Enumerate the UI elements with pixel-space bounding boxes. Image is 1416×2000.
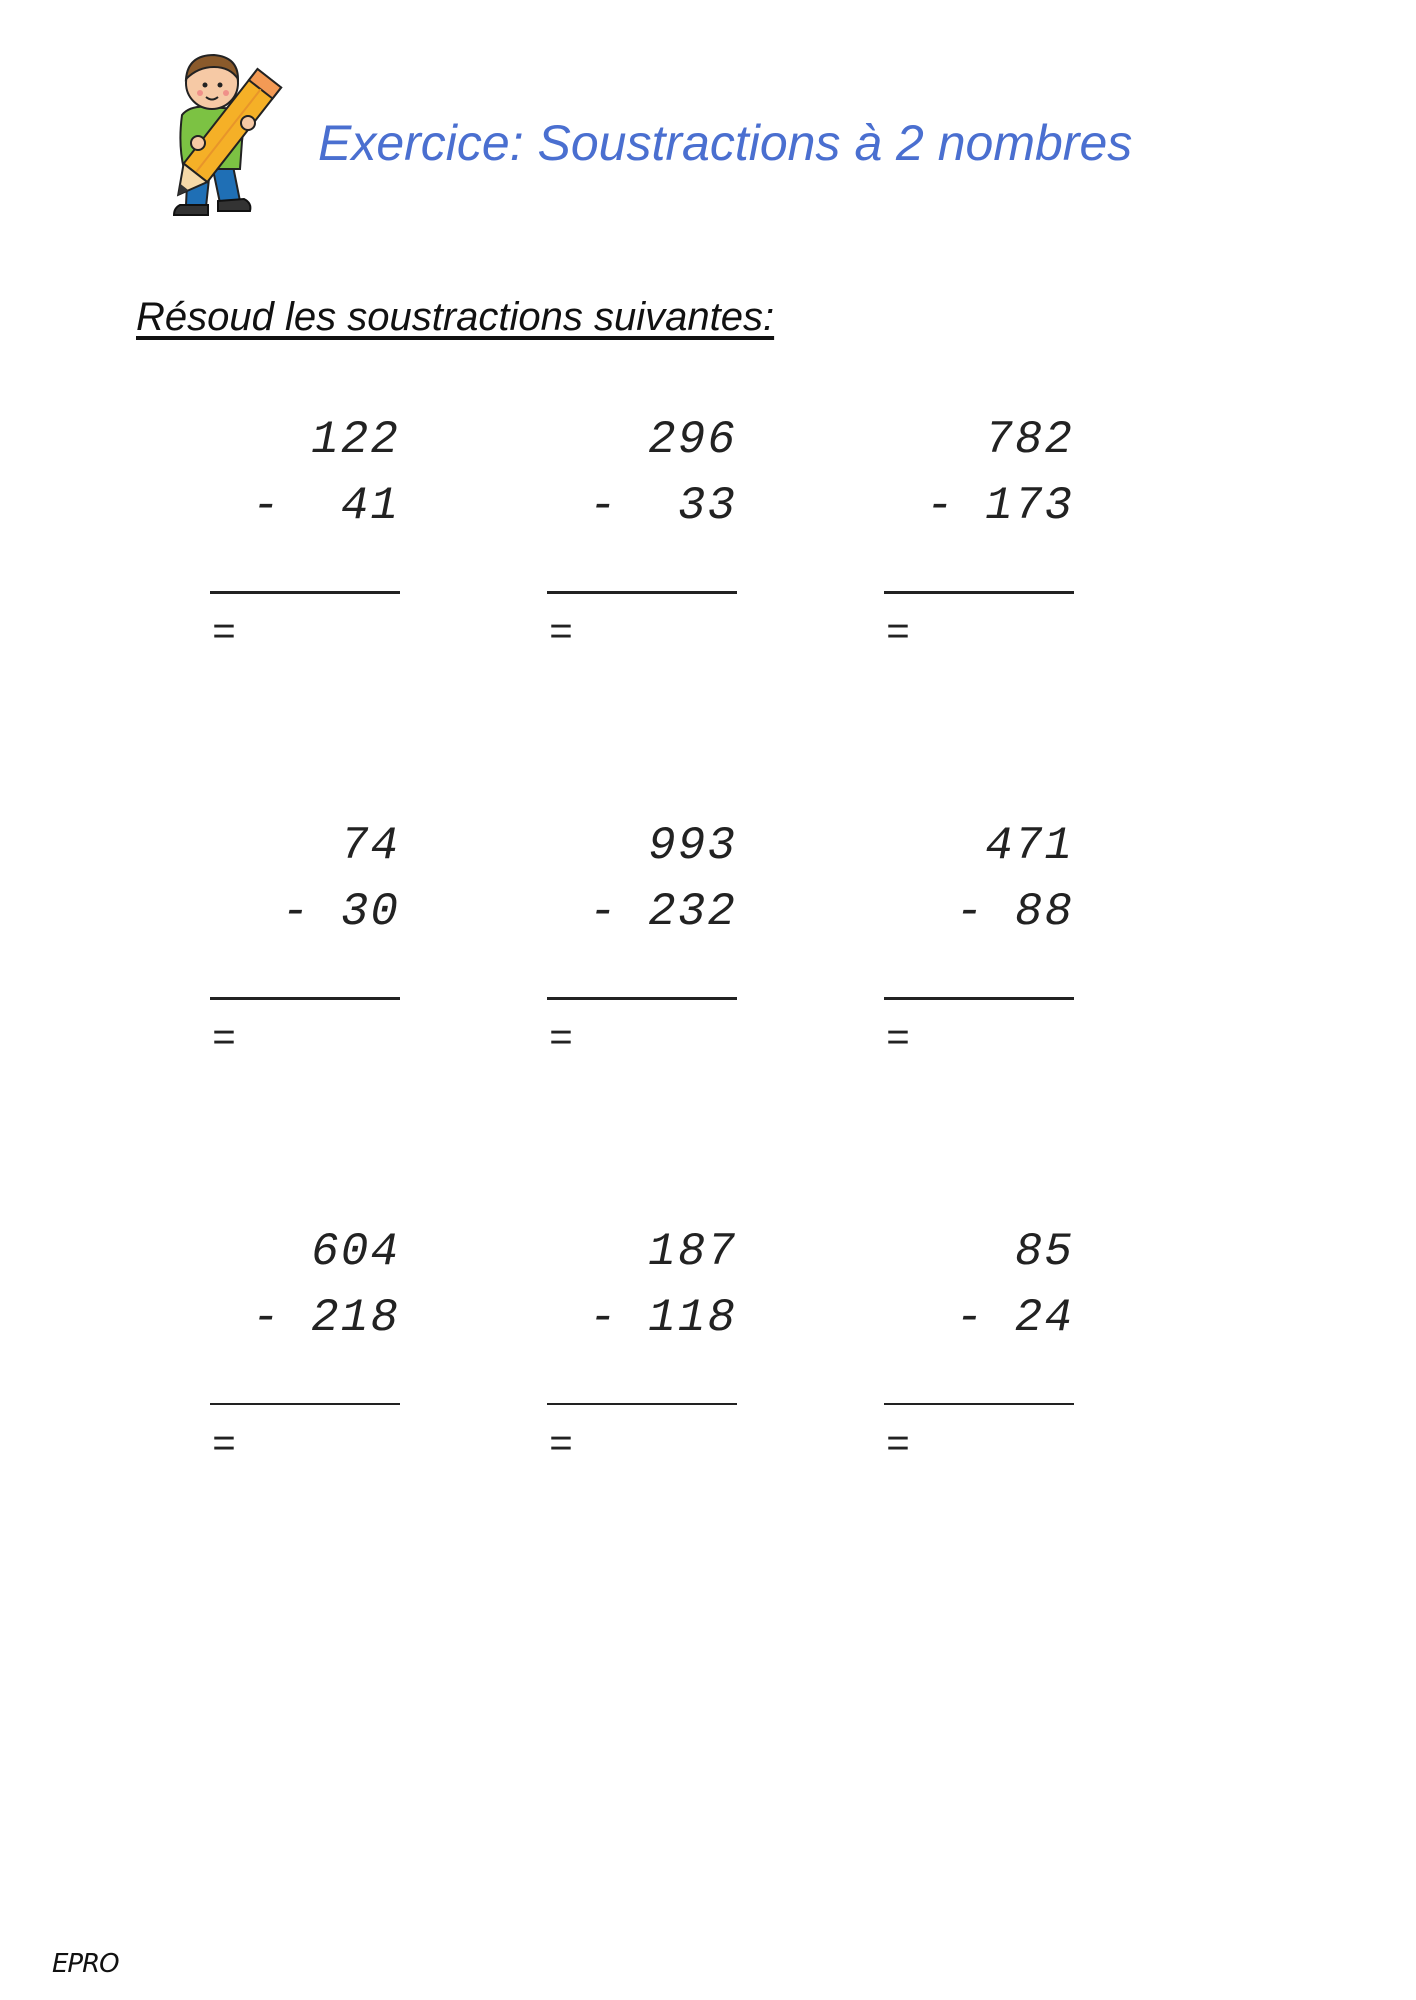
minuend: 782 [985,414,1074,466]
equals-sign: = [886,1424,911,1469]
subtrahend: - 24 [955,1292,1074,1344]
minuend: 187 [648,1226,737,1278]
problem-7 [200,1226,400,1469]
problem-8 [537,1226,737,1469]
answer-line [547,997,737,1000]
minuend: 122 [311,414,400,466]
problem-5 [537,820,737,1063]
subtrahend: - 232 [588,886,737,938]
page-title: Exercice: Soustractions à 2 nombres [318,115,1133,171]
subtrahend: - 41 [251,480,400,532]
minuend: 74 [340,820,400,872]
subtrahend: - 33 [588,480,737,532]
minuend: 604 [311,1226,400,1278]
answer-line [547,591,737,594]
subtrahend: - 30 [281,886,400,938]
problem-4 [200,820,400,1063]
equals-sign: = [549,1424,574,1469]
problem-9 [874,1226,1074,1469]
answer-line [547,1403,737,1405]
subtrahend: - 88 [955,886,1074,938]
answer-line [884,997,1074,1000]
equals-sign: = [212,1424,237,1469]
equals-sign: = [549,1018,574,1063]
answer-line [210,1403,400,1405]
answer-line [210,997,400,1000]
minuend: 471 [985,820,1074,872]
problem-1 [200,414,400,657]
minuend: 296 [648,414,737,466]
answer-line [884,1403,1074,1405]
equals-sign: = [886,1018,911,1063]
footer-signature: EPRO [52,1949,119,1979]
problem-2 [537,414,737,657]
instruction-text: Résoud les soustractions suivantes: [136,295,775,339]
subtrahend: - 218 [251,1292,400,1344]
equals-sign: = [886,612,911,657]
subtrahend: - 118 [588,1292,737,1344]
minuend: 85 [1014,1226,1074,1278]
answer-line [884,591,1074,594]
minuend: 993 [648,820,737,872]
problem-6 [874,820,1074,1063]
answer-line [210,591,400,594]
equals-sign: = [212,612,237,657]
equals-sign: = [549,612,574,657]
subtrahend: - 173 [925,480,1074,532]
problem-3 [874,414,1074,657]
equals-sign: = [212,1018,237,1063]
